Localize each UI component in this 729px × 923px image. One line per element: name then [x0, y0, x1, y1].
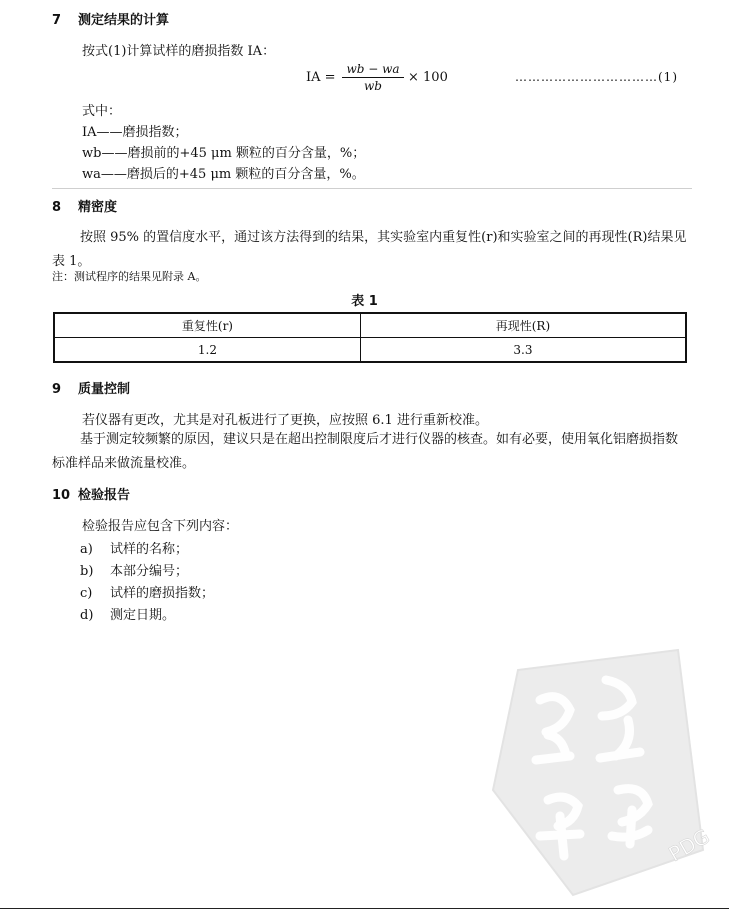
- list-label: a): [80, 542, 93, 557]
- list-label: d): [80, 608, 94, 623]
- cell-repeatability: 1.2: [54, 338, 360, 363]
- section-7-heading: [52, 9, 169, 28]
- precision-note: 注：测试程序的结果见附录 A。: [52, 270, 207, 283]
- formula-denominator: wb: [364, 79, 382, 93]
- report-intro: 检验报告应包含下列内容：: [82, 519, 239, 534]
- list-item: [80, 604, 175, 623]
- quality-paragraph-1: 若仪器有更改，尤其是对孔板进行了更换，应按照 6.1 进行重新校准。: [82, 413, 488, 428]
- list-text: 试样的名称；: [110, 542, 189, 557]
- formula-number: ……………………………(1): [515, 70, 678, 84]
- fraction-bar: [342, 77, 404, 78]
- section-title: 质量控制: [78, 382, 131, 397]
- table-title: 表 1: [351, 294, 378, 309]
- bottom-rule: [0, 908, 729, 909]
- header-repeatability: 重复性(r): [54, 313, 360, 338]
- section-9-heading: [52, 378, 130, 397]
- variable-wa: wa——磨损后的+45 μm 颗粒的百分含量，%。: [82, 167, 365, 182]
- cell-reproducibility: 3.3: [360, 338, 686, 363]
- formula-numerator: wb − wa: [346, 62, 400, 76]
- divider: [52, 188, 692, 189]
- section-number: 9: [52, 382, 62, 397]
- list-text: 本部分编号；: [110, 564, 189, 579]
- variable-wb: wb——磨损前的+45 μm 颗粒的百分含量，%；: [82, 146, 366, 161]
- header-reproducibility: 再现性(R): [360, 313, 686, 338]
- list-text: 测定日期。: [110, 608, 176, 623]
- list-text: 试样的磨损指数；: [110, 586, 215, 601]
- table-row: [54, 338, 686, 363]
- list-label: c): [80, 586, 93, 601]
- table-header-row: [54, 313, 686, 338]
- formula-rhs: × 100: [408, 70, 448, 85]
- section-title: 精密度: [78, 200, 118, 215]
- precision-table: [53, 312, 687, 363]
- list-item: [80, 582, 214, 601]
- section-title: 测定结果的计算: [78, 13, 170, 28]
- section-number: 10: [52, 488, 71, 503]
- precision-paragraph: 按照 95% 的置信度水平，通过该方法得到的结果，其实验室内重复性(r)和实验室之间的再现性(R)结果见表 1。: [52, 230, 687, 269]
- variable-ia: IA——磨损指数；: [82, 125, 188, 140]
- watermark-seal: [478, 640, 718, 900]
- section-number: 8: [52, 200, 62, 215]
- section-title: 检验报告: [78, 488, 131, 503]
- section-number: 7: [52, 13, 62, 28]
- section-10-heading: [52, 484, 130, 503]
- quality-paragraph-2: 基于测定较频繁的原因，建议只是在超出控制限度后才进行仪器的核查。如有必要，使用氧化铝磨损指数标准样品来做流量校准。: [52, 432, 679, 471]
- list-item: [80, 560, 188, 579]
- watermark-text: PDG: [664, 824, 714, 867]
- formula-lhs: IA =: [306, 70, 336, 85]
- list-label: b): [80, 564, 94, 579]
- list-item: [80, 538, 188, 557]
- where-label: 式中：: [82, 104, 122, 119]
- calc-intro: 按式(1)计算试样的磨损指数 IA：: [82, 44, 276, 59]
- formula-fraction: [342, 62, 404, 93]
- section-8-heading: [52, 196, 117, 215]
